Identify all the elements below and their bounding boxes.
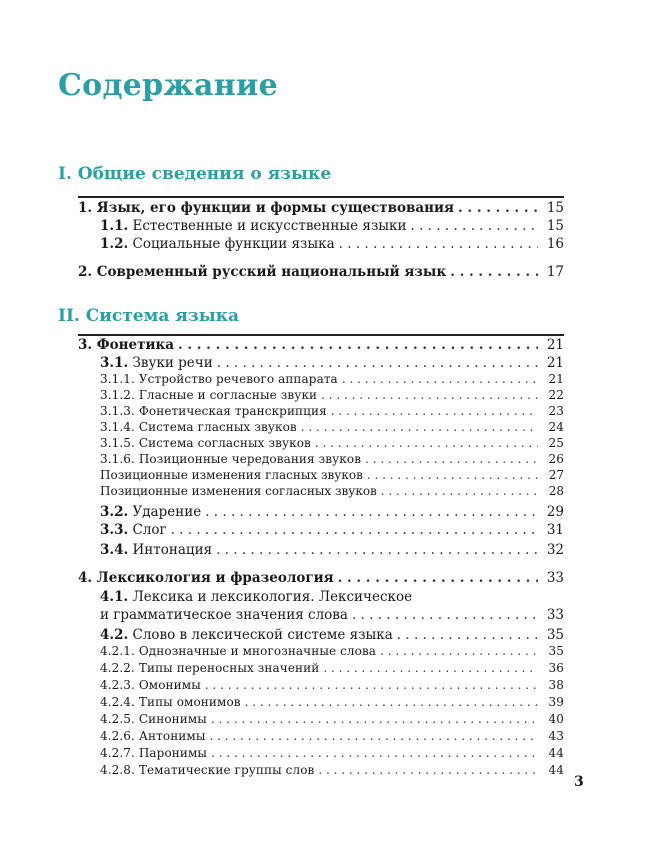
toc-entry-page: 27: [548, 468, 564, 482]
toc-entry-3-3[interactable]: [78, 522, 564, 538]
toc-entry-number: 1.2.: [100, 236, 129, 252]
toc-entry-3-1-1[interactable]: [78, 372, 564, 386]
toc-entry-3-4[interactable]: [78, 542, 564, 558]
leader-dots: [411, 218, 539, 234]
toc-entry-page: 32: [546, 542, 564, 558]
toc-entry-1-2[interactable]: [78, 236, 564, 252]
toc-entry-4-2-2[interactable]: [78, 661, 564, 675]
toc-entry-vowel-changes[interactable]: [78, 468, 564, 482]
toc-entry-label: Естественные и искусственные языки: [132, 218, 407, 234]
leader-dots: [381, 484, 538, 498]
toc-entry-label: Лексикология и фразеология: [96, 570, 334, 586]
leader-dots: [211, 712, 538, 726]
leader-dots: [211, 746, 538, 760]
toc-entry-label: 3.1.2. Гласные и согласные звуки: [100, 388, 318, 402]
toc-entry-page: 24: [548, 420, 564, 434]
leader-dots: [352, 607, 538, 623]
toc-entry-page: 33: [546, 570, 564, 586]
toc-entry-4-1-line1[interactable]: [100, 589, 412, 605]
toc-entry-label: 3.1.3. Фонетическая транскрипция: [100, 404, 327, 418]
toc-entry-page: 38: [548, 678, 564, 692]
toc-entry-label: 4.2.7. Паронимы: [100, 746, 208, 760]
toc-entry-label: Интонация: [132, 542, 213, 558]
toc-entry-page: 31: [546, 522, 564, 538]
toc-entry-page: 36: [548, 661, 564, 675]
toc-entry-page: 35: [548, 644, 564, 658]
leader-dots: [331, 404, 538, 418]
toc-entry-label: Социальные функции языка: [132, 236, 335, 252]
toc-entry-page: 33: [546, 607, 564, 623]
leader-dots: [205, 504, 538, 520]
toc-entry-number: 4.: [78, 570, 93, 586]
leader-dots: [458, 200, 538, 216]
toc-entry-label: 3.1.4. Система гласных звуков: [100, 420, 297, 434]
toc-entry-4-2-5[interactable]: [78, 712, 564, 726]
toc-entry-page: 25: [548, 436, 564, 450]
toc-entry-page: 15: [546, 200, 564, 216]
toc-entry-4-2-3[interactable]: [78, 678, 564, 692]
toc-entry-number: 3.: [78, 337, 93, 353]
toc-entry-3-1-4[interactable]: [78, 420, 564, 434]
toc-entry-label: Ударение: [132, 504, 202, 520]
toc-entry-page: 39: [548, 695, 564, 709]
toc-entry-label: Фонетика: [96, 337, 174, 353]
toc-entry-page: 28: [548, 484, 564, 498]
page-number: 3: [574, 774, 584, 790]
toc-entry-label: 4.2.4. Типы омонимов: [100, 695, 241, 709]
toc-entry-label: Язык, его функции и формы существования: [96, 200, 455, 216]
toc-entry-4-2-8[interactable]: [78, 763, 564, 777]
toc-entry-3-1-6[interactable]: [78, 452, 564, 466]
toc-entry-number: 3.3.: [100, 522, 129, 538]
toc-entry-label: Позиционные изменения согласных звуков: [100, 484, 377, 498]
section-heading-2: II. Система языка: [58, 306, 240, 326]
toc-entry-page: 44: [548, 763, 564, 777]
toc-entry-number: 2.: [78, 264, 93, 280]
toc-entry-number: 1.: [78, 200, 93, 216]
toc-entry-4-1[interactable]: [78, 607, 564, 623]
toc-entry-label: Слово в лексической системе языка: [132, 627, 393, 643]
leader-dots: [367, 468, 538, 482]
leader-dots: [210, 729, 539, 743]
toc-entry-2[interactable]: [78, 264, 564, 280]
toc-entry-3-2[interactable]: [78, 504, 564, 520]
leader-dots: [321, 388, 538, 402]
toc-entry-page: 21: [548, 372, 564, 386]
toc-entry-label: 4.2.5. Синонимы: [100, 712, 207, 726]
toc-entry-label: 4.2.1. Однозначные и многозначные слова: [100, 644, 377, 658]
toc-entry-label: Звуки речи: [132, 355, 213, 371]
toc-entry-consonant-changes[interactable]: [78, 484, 564, 498]
toc-entry-label: Позиционные изменения гласных звуков: [100, 468, 363, 482]
leader-dots: [450, 264, 538, 280]
toc-entry-label-cont: и грамматическое значения слова: [100, 607, 348, 623]
toc-entry-4-2-4[interactable]: [78, 695, 564, 709]
leader-dots: [397, 627, 538, 643]
divider: [78, 196, 564, 198]
toc-entry-page: 40: [548, 712, 564, 726]
toc-entry-label: 3.1.1. Устройство речевого аппарата: [100, 372, 338, 386]
toc-entry-label: Современный русский национальный язык: [96, 264, 447, 280]
toc-entry-page: 22: [548, 388, 564, 402]
toc-entry-number: 1.1.: [100, 218, 129, 234]
section-heading-1: I. Общие сведения о языке: [58, 164, 332, 184]
toc-entry-4-2-7[interactable]: [78, 746, 564, 760]
toc-entry-page: 21: [546, 337, 564, 353]
toc-entry-1[interactable]: [78, 200, 564, 216]
toc-entry-3-1-3[interactable]: [78, 404, 564, 418]
leader-dots: [171, 522, 538, 538]
leader-dots: [245, 695, 538, 709]
toc-entry-page: 29: [546, 504, 564, 520]
toc-entry-number: 3.4.: [100, 542, 129, 558]
leader-dots: [365, 452, 538, 466]
toc-entry-page: 23: [548, 404, 564, 418]
toc-entry-number: 3.1.: [100, 355, 129, 371]
toc-entry-page: 16: [546, 236, 564, 252]
leader-dots: [323, 661, 538, 675]
toc-entry-page: 17: [546, 264, 564, 280]
leader-dots: [205, 678, 538, 692]
leader-dots: [342, 372, 538, 386]
toc-entry-3-1-2[interactable]: [78, 388, 564, 402]
toc-entry-page: 35: [546, 627, 564, 643]
leader-dots: [380, 644, 538, 658]
toc-entry-page: 43: [548, 729, 564, 743]
toc-entry-1-1[interactable]: [78, 218, 564, 234]
toc-entry-page: 15: [546, 218, 564, 234]
page-title: Содержание: [58, 68, 278, 103]
leader-dots: [216, 542, 538, 558]
toc-entry-page: 21: [546, 355, 564, 371]
toc-entry-number: 4.2.: [100, 627, 129, 643]
toc-entry-3-1-5[interactable]: [78, 436, 564, 450]
toc-entry-4-2-6[interactable]: [78, 729, 564, 743]
toc-entry-4-2[interactable]: [78, 627, 564, 643]
leader-dots: [315, 436, 538, 450]
toc-entry-page: 44: [548, 746, 564, 760]
toc-entry-label: 4.2.8. Тематические группы слов: [100, 763, 315, 777]
leader-dots: [301, 420, 538, 434]
toc-entry-3[interactable]: [78, 337, 564, 353]
toc-entry-page: 26: [548, 452, 564, 466]
toc-entry-label: 3.1.5. Система согласных звуков: [100, 436, 311, 450]
toc-entry-label: Слог: [132, 522, 167, 538]
divider: [78, 334, 564, 336]
toc-entry-label: 4.2.2. Типы переносных значений: [100, 661, 320, 675]
toc-entry-label: 3.1.6. Позиционные чередования звуков: [100, 452, 362, 466]
toc-entry-4-2-1[interactable]: [78, 644, 564, 658]
toc-entry-number: 3.2.: [100, 504, 129, 520]
toc-entry-number: 4.1.: [100, 589, 129, 605]
leader-dots: [318, 763, 538, 777]
leader-dots: [217, 355, 538, 371]
leader-dots: [178, 337, 538, 353]
toc-entry-4[interactable]: [78, 570, 564, 586]
toc-entry-label: 4.2.6. Антонимы: [100, 729, 206, 743]
leader-dots: [338, 570, 538, 586]
toc-entry-3-1[interactable]: [78, 355, 564, 371]
toc-entry-label: Лексика и лексикология. Лексическое: [132, 589, 413, 605]
leader-dots: [339, 236, 538, 252]
toc-entry-label: 4.2.3. Омонимы: [100, 678, 201, 692]
